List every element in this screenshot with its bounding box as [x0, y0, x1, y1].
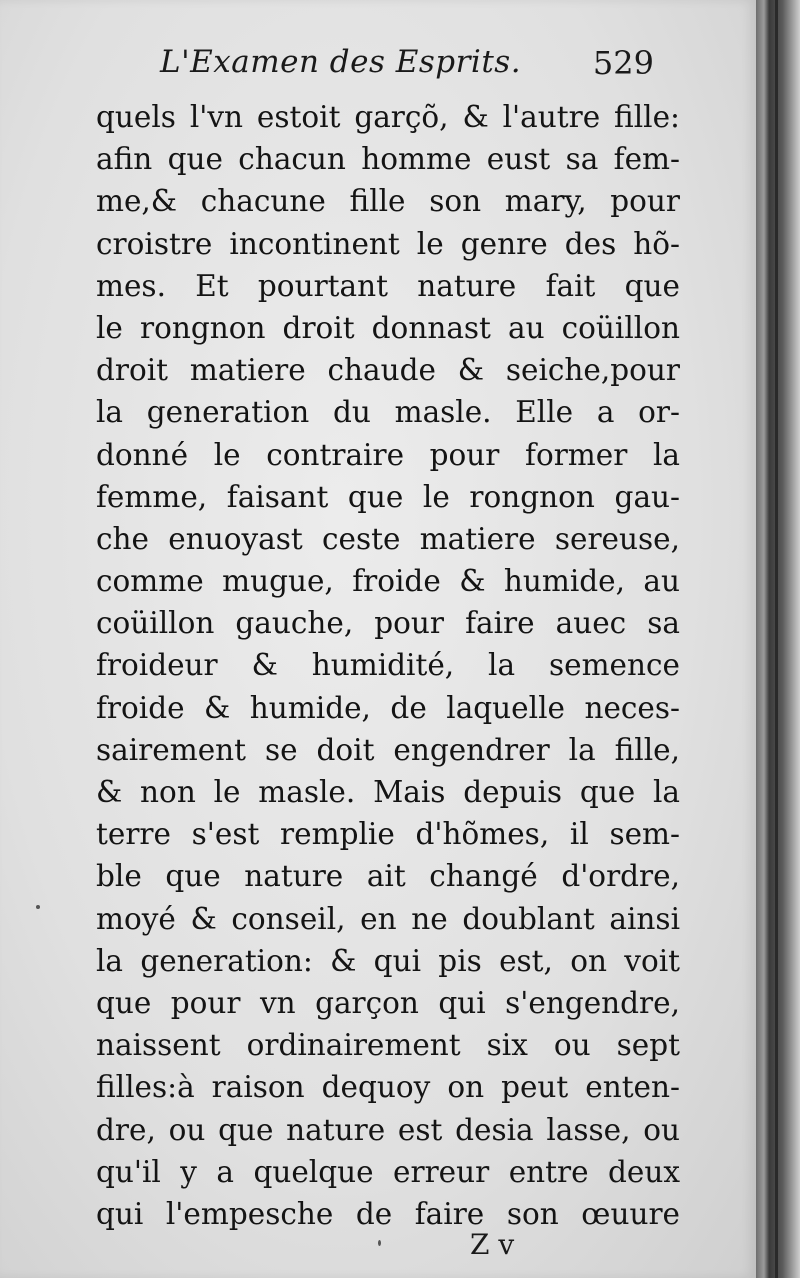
page-header — [160, 44, 660, 94]
text-line: quels l'vn estoit garçõ, & l'autre fille: — [96, 100, 680, 134]
text-line: coüillon gauche, pour faire auec sa — [96, 606, 680, 641]
text-line: sairement se doit engendrer la fille, — [96, 732, 680, 767]
text-line: che enuoyast ceste matiere sereuse, — [96, 521, 680, 556]
ink-speck — [36, 905, 40, 909]
text-line: croistre incontinent le genre des hõ- — [96, 226, 680, 261]
text-line: qu'il y a quelque erreur entre deux — [96, 1154, 680, 1189]
text-line: moyé & conseil, en ne doublant ainsi — [96, 901, 680, 936]
page-number: 529 — [592, 44, 654, 82]
text-line: la generation du masle. Elle a or- — [96, 395, 680, 430]
text-line: donné le contraire pour former la — [96, 437, 680, 472]
text-line: qui l'empesche de faire son œuure — [96, 1196, 680, 1231]
text-line: la generation: & qui pis est, on voit — [96, 943, 680, 978]
book-edge-line — [775, 0, 778, 1278]
text-line: ble que nature ait changé d'ordre, — [96, 859, 680, 894]
text-line: le rongnon droit donnast au coüillon — [96, 310, 680, 345]
ink-speck — [378, 1240, 381, 1246]
text-line: froide & humide, de laquelle neces- — [96, 690, 680, 725]
text-line: & non le masle. Mais depuis que la — [96, 775, 680, 809]
text-line: froideur & humidité, la semence — [96, 648, 680, 683]
text-line: me,& chacune fille son mary, pour — [96, 184, 680, 219]
text-line: terre s'est remplie d'hõmes, il sem- — [96, 817, 680, 852]
text-line: filles:à raison dequoy on peut enten- — [96, 1070, 680, 1105]
text-line: dre, ou que nature est desia lasse, ou — [96, 1112, 680, 1147]
text-line: afin que chacun homme eust sa fem- — [96, 142, 680, 177]
text-line: femme, faisant que le rongnon gau- — [96, 479, 680, 514]
text-line: comme mugue, froide & humide, au — [96, 564, 680, 599]
text-line: mes. Et pourtant nature fait que — [96, 268, 680, 303]
book-spine-edge — [756, 0, 800, 1278]
running-title: L'Examen des Esprits. — [160, 44, 522, 80]
body-text — [96, 96, 680, 1235]
text-line: naissent ordinairement six ou sept — [96, 1028, 680, 1063]
text-line: droit matiere chaude & seiche,pour — [96, 353, 680, 388]
signature-mark: Z v — [470, 1228, 515, 1261]
text-line: que pour vn garçon qui s'engendre, — [96, 985, 680, 1020]
